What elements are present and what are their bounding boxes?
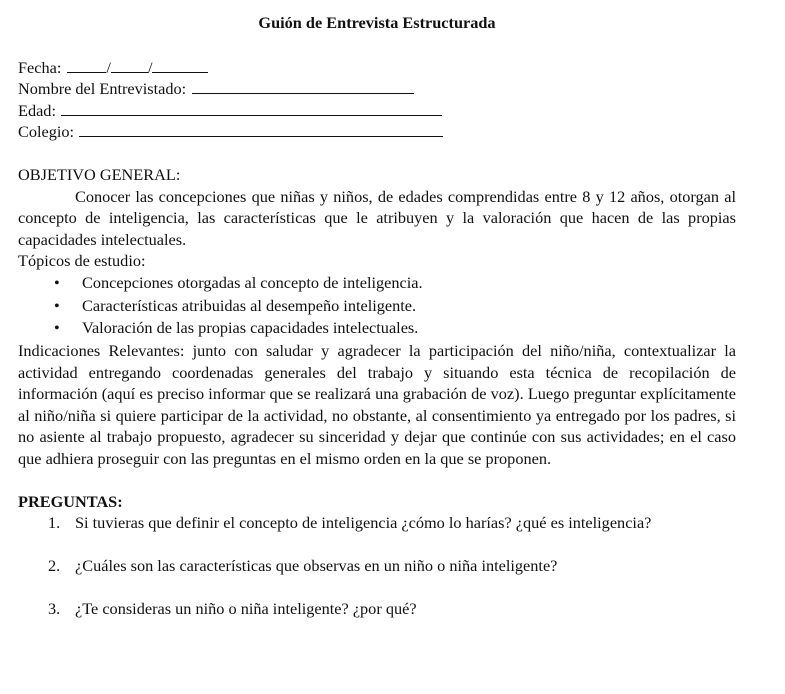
fecha-month-blank: [111, 58, 148, 73]
bullet-icon: •: [54, 318, 60, 338]
edad-field: [18, 100, 736, 122]
preguntas-list: [18, 512, 736, 620]
fecha-field: [18, 57, 736, 79]
question-item: [18, 512, 736, 534]
topicos-heading: Tópicos de estudio:: [18, 251, 146, 271]
colegio-blank: [79, 122, 443, 137]
edad-label: Edad:: [18, 100, 56, 120]
edad-blank: [61, 101, 442, 116]
bullet-icon: •: [54, 295, 60, 315]
objetivo-text: Conocer las concepciones que niñas y niños, de edades comprendidas entre 8 y 12 años, otorgan al concepto de inteligencia, las características que le atribuyen y la valoración que hacen de las propias capacidades intelectuales.: [18, 186, 736, 249]
question-number: 3.: [48, 599, 61, 619]
list-item: • Valoración de las propias capacidades intelectuales.: [54, 318, 419, 338]
fecha-day-blank: [67, 58, 106, 73]
date-separator: /: [106, 57, 111, 77]
question-text: ¿Te consideras un niño o niña inteligente? ¿por qué?: [75, 599, 417, 619]
question-item: [18, 598, 736, 620]
preguntas-heading: PREGUNTAS:: [18, 491, 123, 511]
nombre-label: Nombre del Entrevistado:: [18, 79, 187, 99]
nombre-blank: [192, 79, 414, 94]
nombre-field: [18, 78, 736, 100]
document-title: Guión de Entrevista Estructurada: [258, 13, 496, 32]
colegio-field: [18, 121, 736, 143]
question-number: 1.: [48, 513, 61, 533]
date-separator: /: [147, 57, 153, 77]
bullet-icon: •: [54, 272, 60, 292]
document-page: [18, 12, 736, 641]
fecha-year-blank: [152, 58, 208, 73]
question-text: ¿Cuáles son las características que observas en un niño o niña inteligente?: [75, 556, 558, 576]
question-number: 2.: [48, 556, 61, 576]
list-item: • Concepciones otorgadas al concepto de inteligencia.: [54, 272, 423, 292]
objetivo-heading: OBJETIVO GENERAL:: [18, 164, 181, 184]
question-text: Si tuvieras que definir el concepto de inteligencia ¿cómo lo harías? ¿qué es inteligencia?: [75, 513, 652, 533]
list-item: • Características atribuidas al desempeño inteligente.: [54, 295, 417, 315]
topicos-list: [18, 272, 736, 340]
fecha-label: Fecha:: [18, 57, 62, 77]
colegio-label: Colegio:: [18, 122, 75, 142]
indicaciones-text: Indicaciones Relevantes: junto con saludar y agradecer la participación del niño/niña, contextualizar la actividad entregando coordenadas generales del trabajo y situando esta técnica de recopilación de información (aquí es preciso informar que se realizará una grabación de voz). Luego preguntar explícitamente al niño/niña si quiere participar de la actividad, no obstante, al consentimiento ya entregado por los padres, si no asiente al trabajo propuesto, agradecer su sinceridad y dejar que continúe con sus actividades; en el caso que adhiera proseguir con las preguntas en el mismo orden en la que se proponen.: [18, 341, 736, 468]
question-item: [18, 555, 736, 577]
